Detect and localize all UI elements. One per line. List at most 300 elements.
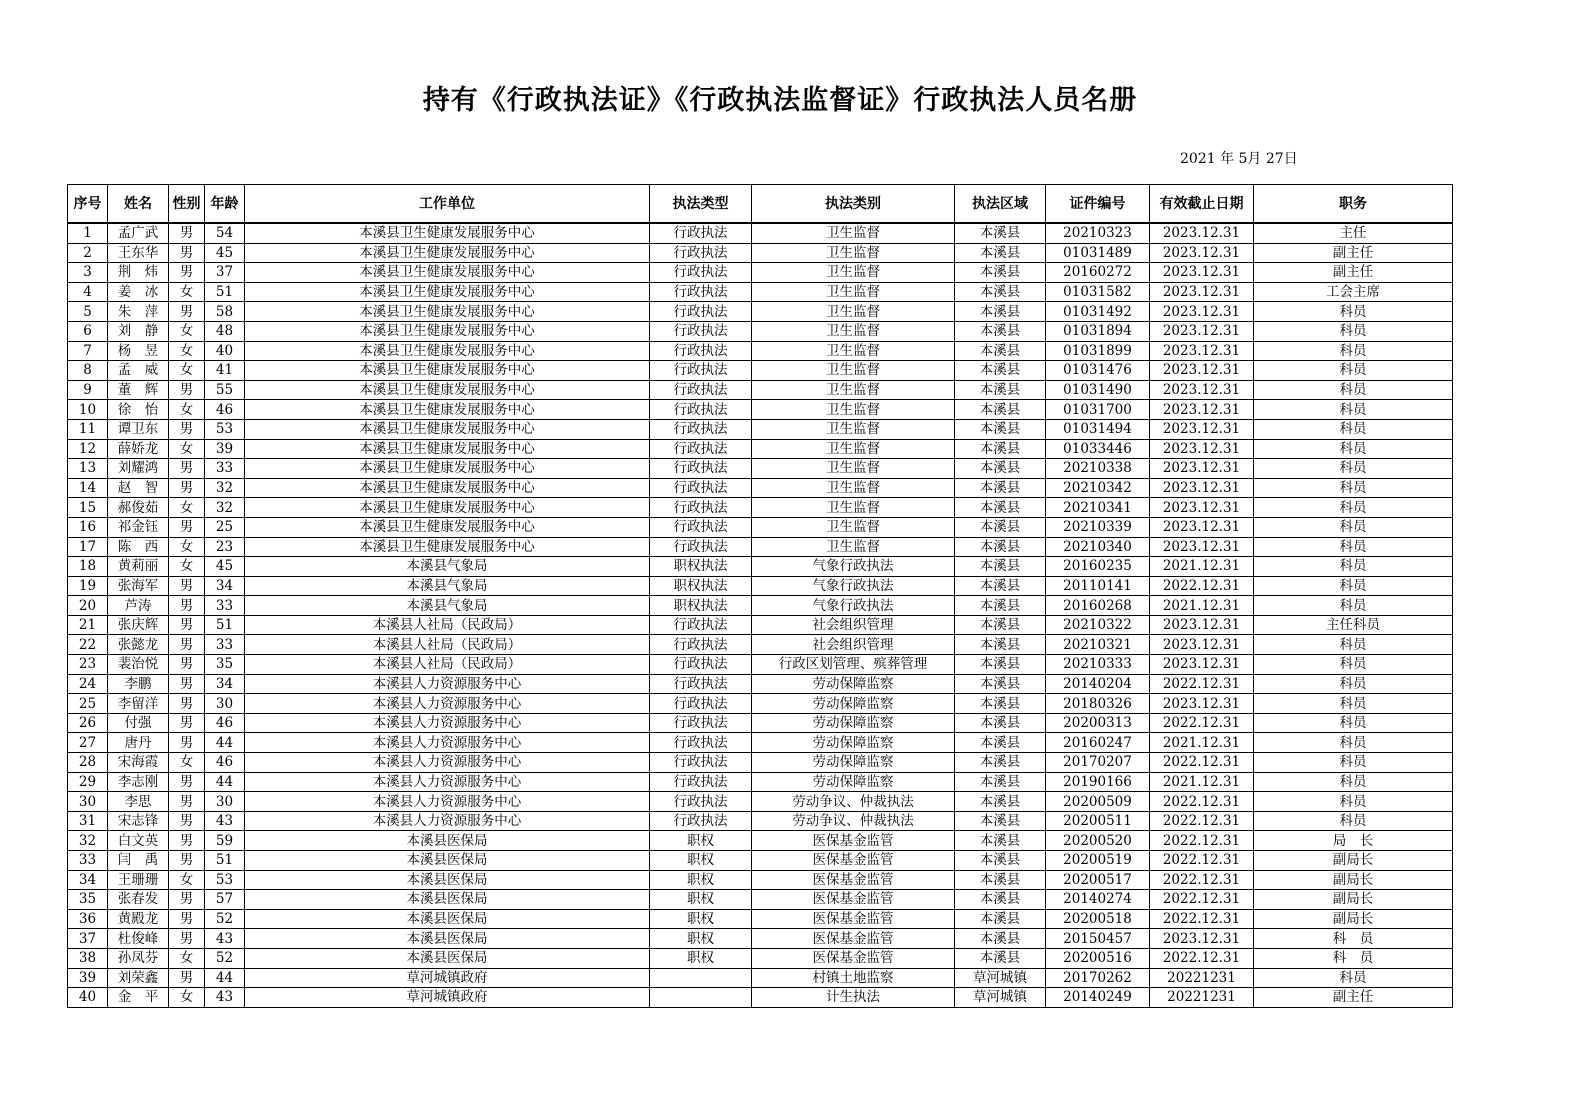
cell-position: 副主任 bbox=[1254, 263, 1453, 283]
cell-name: 白文英 bbox=[108, 831, 169, 851]
cell-work-unit: 本溪县卫生健康发展服务中心 bbox=[245, 263, 650, 283]
cell-certificate-number: 20200518 bbox=[1046, 909, 1150, 929]
cell-age: 53 bbox=[205, 870, 245, 890]
cell-name: 李鹏 bbox=[108, 674, 169, 694]
cell-age: 34 bbox=[205, 674, 245, 694]
cell-expiry-date: 2023.12.31 bbox=[1150, 929, 1254, 949]
table-row bbox=[68, 890, 1453, 910]
table-row bbox=[68, 557, 1453, 577]
cell-work-unit: 本溪县卫生健康发展服务中心 bbox=[245, 341, 650, 361]
cell-enforcement-type: 行政执法 bbox=[650, 243, 752, 263]
cell-expiry-date: 2023.12.31 bbox=[1150, 361, 1254, 381]
cell-enforcement-area: 本溪县 bbox=[955, 380, 1046, 400]
cell-expiry-date: 2022.12.31 bbox=[1150, 792, 1254, 812]
cell-work-unit: 本溪县医保局 bbox=[245, 948, 650, 968]
cell-enforcement-category: 气象行政执法 bbox=[752, 576, 955, 596]
cell-gender: 女 bbox=[169, 870, 205, 890]
cell-expiry-date: 2023.12.31 bbox=[1150, 223, 1254, 243]
cell-enforcement-area: 本溪县 bbox=[955, 361, 1046, 381]
cell-certificate-number: 20140249 bbox=[1046, 988, 1150, 1008]
cell-name: 李志刚 bbox=[108, 772, 169, 792]
cell-age: 54 bbox=[205, 223, 245, 243]
cell-work-unit: 本溪县人力资源服务中心 bbox=[245, 713, 650, 733]
cell-work-unit: 本溪县卫生健康发展服务中心 bbox=[245, 380, 650, 400]
table-row bbox=[68, 988, 1453, 1008]
table-row bbox=[68, 713, 1453, 733]
cell-position: 科员 bbox=[1254, 498, 1453, 518]
cell-certificate-number: 20210322 bbox=[1046, 615, 1150, 635]
cell-work-unit: 本溪县气象局 bbox=[245, 596, 650, 616]
cell-enforcement-type: 行政执法 bbox=[650, 537, 752, 557]
cell-enforcement-area: 本溪县 bbox=[955, 400, 1046, 420]
cell-work-unit: 本溪县医保局 bbox=[245, 870, 650, 890]
cell-gender: 男 bbox=[169, 243, 205, 263]
cell-index: 36 bbox=[68, 909, 108, 929]
table-row bbox=[68, 263, 1453, 283]
table-row bbox=[68, 243, 1453, 263]
cell-enforcement-type: 行政执法 bbox=[650, 792, 752, 812]
cell-name: 黄殿龙 bbox=[108, 909, 169, 929]
cell-enforcement-category: 卫生监督 bbox=[752, 419, 955, 439]
cell-name: 王东华 bbox=[108, 243, 169, 263]
cell-enforcement-area: 本溪县 bbox=[955, 517, 1046, 537]
cell-age: 32 bbox=[205, 478, 245, 498]
cell-enforcement-category: 卫生监督 bbox=[752, 439, 955, 459]
cell-work-unit: 本溪县人力资源服务中心 bbox=[245, 694, 650, 714]
cell-position: 科员 bbox=[1254, 419, 1453, 439]
cell-expiry-date: 2023.12.31 bbox=[1150, 459, 1254, 479]
cell-work-unit: 本溪县医保局 bbox=[245, 929, 650, 949]
cell-enforcement-type: 行政执法 bbox=[650, 223, 752, 243]
column-header-gender: 性别 bbox=[169, 185, 205, 224]
cell-enforcement-type: 行政执法 bbox=[650, 498, 752, 518]
cell-age: 44 bbox=[205, 772, 245, 792]
cell-work-unit: 本溪县卫生健康发展服务中心 bbox=[245, 302, 650, 322]
cell-name: 芦涛 bbox=[108, 596, 169, 616]
table-row bbox=[68, 929, 1453, 949]
cell-gender: 女 bbox=[169, 439, 205, 459]
cell-age: 51 bbox=[205, 615, 245, 635]
cell-index: 2 bbox=[68, 243, 108, 263]
cell-expiry-date: 2023.12.31 bbox=[1150, 341, 1254, 361]
cell-expiry-date: 2023.12.31 bbox=[1150, 537, 1254, 557]
cell-certificate-number: 20160268 bbox=[1046, 596, 1150, 616]
cell-enforcement-category: 社会组织管理 bbox=[752, 615, 955, 635]
cell-position: 科员 bbox=[1254, 341, 1453, 361]
cell-name: 荆 炜 bbox=[108, 263, 169, 283]
cell-work-unit: 本溪县医保局 bbox=[245, 909, 650, 929]
cell-position: 科员 bbox=[1254, 694, 1453, 714]
cell-age: 52 bbox=[205, 909, 245, 929]
table-row bbox=[68, 674, 1453, 694]
cell-position: 副局长 bbox=[1254, 851, 1453, 871]
cell-work-unit: 本溪县人力资源服务中心 bbox=[245, 811, 650, 831]
cell-enforcement-area: 本溪县 bbox=[955, 733, 1046, 753]
cell-index: 8 bbox=[68, 361, 108, 381]
cell-enforcement-area: 本溪县 bbox=[955, 282, 1046, 302]
cell-expiry-date: 2023.12.31 bbox=[1150, 498, 1254, 518]
cell-certificate-number: 01031700 bbox=[1046, 400, 1150, 420]
cell-enforcement-type: 行政执法 bbox=[650, 282, 752, 302]
table-row bbox=[68, 792, 1453, 812]
table-body bbox=[68, 223, 1453, 1007]
cell-gender: 女 bbox=[169, 361, 205, 381]
cell-certificate-number: 20200511 bbox=[1046, 811, 1150, 831]
cell-enforcement-area: 本溪县 bbox=[955, 851, 1046, 871]
cell-index: 33 bbox=[68, 851, 108, 871]
cell-gender: 女 bbox=[169, 753, 205, 773]
cell-expiry-date: 2021.12.31 bbox=[1150, 596, 1254, 616]
cell-enforcement-type: 行政执法 bbox=[650, 439, 752, 459]
cell-enforcement-area: 草河城镇 bbox=[955, 968, 1046, 988]
cell-enforcement-type: 行政执法 bbox=[650, 694, 752, 714]
cell-index: 9 bbox=[68, 380, 108, 400]
cell-certificate-number: 20150457 bbox=[1046, 929, 1150, 949]
cell-enforcement-type: 行政执法 bbox=[650, 772, 752, 792]
cell-gender: 女 bbox=[169, 988, 205, 1008]
cell-name: 孟广武 bbox=[108, 223, 169, 243]
cell-index: 35 bbox=[68, 890, 108, 910]
cell-age: 41 bbox=[205, 361, 245, 381]
table-row bbox=[68, 753, 1453, 773]
cell-gender: 女 bbox=[169, 537, 205, 557]
cell-expiry-date: 2022.12.31 bbox=[1150, 948, 1254, 968]
cell-expiry-date: 2023.12.31 bbox=[1150, 517, 1254, 537]
document-title: 持有《行政执法证》《行政执法监督证》行政执法人员名册 bbox=[422, 85, 1138, 116]
cell-index: 7 bbox=[68, 341, 108, 361]
cell-enforcement-area: 本溪县 bbox=[955, 615, 1046, 635]
cell-expiry-date: 2022.12.31 bbox=[1150, 811, 1254, 831]
cell-index: 27 bbox=[68, 733, 108, 753]
cell-enforcement-category: 医保基金监管 bbox=[752, 890, 955, 910]
table-row bbox=[68, 909, 1453, 929]
cell-enforcement-type: 行政执法 bbox=[650, 517, 752, 537]
cell-name: 张懿龙 bbox=[108, 635, 169, 655]
cell-index: 4 bbox=[68, 282, 108, 302]
cell-enforcement-category: 劳动保障监察 bbox=[752, 733, 955, 753]
cell-work-unit: 本溪县卫生健康发展服务中心 bbox=[245, 459, 650, 479]
cell-position: 副局长 bbox=[1254, 870, 1453, 890]
cell-gender: 男 bbox=[169, 419, 205, 439]
cell-expiry-date: 2022.12.31 bbox=[1150, 753, 1254, 773]
cell-enforcement-area: 本溪县 bbox=[955, 223, 1046, 243]
cell-work-unit: 本溪县气象局 bbox=[245, 576, 650, 596]
cell-gender: 男 bbox=[169, 635, 205, 655]
cell-enforcement-type: 行政执法 bbox=[650, 302, 752, 322]
cell-enforcement-category: 医保基金监管 bbox=[752, 948, 955, 968]
cell-index: 38 bbox=[68, 948, 108, 968]
cell-enforcement-type: 职权 bbox=[650, 890, 752, 910]
cell-age: 45 bbox=[205, 243, 245, 263]
cell-enforcement-category: 卫生监督 bbox=[752, 321, 955, 341]
cell-expiry-date: 2022.12.31 bbox=[1150, 713, 1254, 733]
cell-age: 33 bbox=[205, 596, 245, 616]
cell-enforcement-category: 医保基金监管 bbox=[752, 851, 955, 871]
table-row bbox=[68, 380, 1453, 400]
cell-certificate-number: 20200516 bbox=[1046, 948, 1150, 968]
cell-enforcement-area: 本溪县 bbox=[955, 557, 1046, 577]
cell-work-unit: 本溪县卫生健康发展服务中心 bbox=[245, 537, 650, 557]
cell-enforcement-category: 劳动争议、仲裁执法 bbox=[752, 792, 955, 812]
cell-position: 科员 bbox=[1254, 753, 1453, 773]
cell-index: 39 bbox=[68, 968, 108, 988]
cell-enforcement-category: 医保基金监管 bbox=[752, 909, 955, 929]
cell-work-unit: 本溪县卫生健康发展服务中心 bbox=[245, 439, 650, 459]
cell-expiry-date: 2023.12.31 bbox=[1150, 478, 1254, 498]
cell-name: 姜 冰 bbox=[108, 282, 169, 302]
cell-age: 33 bbox=[205, 635, 245, 655]
cell-index: 22 bbox=[68, 635, 108, 655]
cell-age: 32 bbox=[205, 498, 245, 518]
cell-position: 局 长 bbox=[1254, 831, 1453, 851]
cell-position: 副局长 bbox=[1254, 890, 1453, 910]
cell-age: 51 bbox=[205, 282, 245, 302]
cell-enforcement-area: 本溪县 bbox=[955, 870, 1046, 890]
cell-position: 科员 bbox=[1254, 576, 1453, 596]
cell-position: 科员 bbox=[1254, 302, 1453, 322]
cell-enforcement-category: 医保基金监管 bbox=[752, 831, 955, 851]
cell-enforcement-category: 行政区划管理、殡葬管理 bbox=[752, 655, 955, 675]
cell-enforcement-area: 本溪县 bbox=[955, 713, 1046, 733]
cell-certificate-number: 20210338 bbox=[1046, 459, 1150, 479]
column-header-certificate-number: 证件编号 bbox=[1046, 185, 1150, 224]
cell-age: 39 bbox=[205, 439, 245, 459]
document-date: 2021 年 5月 27日 bbox=[1180, 151, 1298, 167]
cell-certificate-number: 20200313 bbox=[1046, 713, 1150, 733]
cell-certificate-number: 20210321 bbox=[1046, 635, 1150, 655]
cell-index: 10 bbox=[68, 400, 108, 420]
cell-position: 科员 bbox=[1254, 733, 1453, 753]
cell-name: 杜俊峰 bbox=[108, 929, 169, 949]
cell-work-unit: 本溪县人社局（民政局） bbox=[245, 615, 650, 635]
cell-enforcement-category: 计生执法 bbox=[752, 988, 955, 1008]
cell-enforcement-type: 行政执法 bbox=[650, 419, 752, 439]
cell-enforcement-type: 行政执法 bbox=[650, 615, 752, 635]
cell-expiry-date: 20221231 bbox=[1150, 968, 1254, 988]
cell-position: 科员 bbox=[1254, 517, 1453, 537]
table-row bbox=[68, 361, 1453, 381]
cell-certificate-number: 20160235 bbox=[1046, 557, 1150, 577]
cell-enforcement-category: 村镇土地监察 bbox=[752, 968, 955, 988]
cell-work-unit: 本溪县卫生健康发展服务中心 bbox=[245, 243, 650, 263]
cell-index: 21 bbox=[68, 615, 108, 635]
table-row bbox=[68, 302, 1453, 322]
cell-enforcement-area: 本溪县 bbox=[955, 341, 1046, 361]
cell-gender: 男 bbox=[169, 929, 205, 949]
table-row bbox=[68, 282, 1453, 302]
cell-certificate-number: 01031476 bbox=[1046, 361, 1150, 381]
cell-gender: 女 bbox=[169, 400, 205, 420]
cell-gender: 男 bbox=[169, 811, 205, 831]
cell-position: 科员 bbox=[1254, 361, 1453, 381]
column-header-enforcement-type: 执法类型 bbox=[650, 185, 752, 224]
cell-enforcement-category: 气象行政执法 bbox=[752, 557, 955, 577]
table-row bbox=[68, 968, 1453, 988]
cell-enforcement-area: 本溪县 bbox=[955, 694, 1046, 714]
cell-certificate-number: 20160247 bbox=[1046, 733, 1150, 753]
table-row bbox=[68, 400, 1453, 420]
cell-name: 祁金钰 bbox=[108, 517, 169, 537]
table-row bbox=[68, 537, 1453, 557]
cell-gender: 女 bbox=[169, 321, 205, 341]
cell-gender: 男 bbox=[169, 694, 205, 714]
cell-certificate-number: 01033446 bbox=[1046, 439, 1150, 459]
cell-gender: 女 bbox=[169, 948, 205, 968]
cell-enforcement-area: 本溪县 bbox=[955, 753, 1046, 773]
cell-certificate-number: 01031492 bbox=[1046, 302, 1150, 322]
cell-enforcement-type: 职权执法 bbox=[650, 557, 752, 577]
cell-age: 40 bbox=[205, 341, 245, 361]
cell-enforcement-area: 本溪县 bbox=[955, 635, 1046, 655]
cell-age: 30 bbox=[205, 694, 245, 714]
cell-position: 副主任 bbox=[1254, 988, 1453, 1008]
cell-enforcement-area: 草河城镇 bbox=[955, 988, 1046, 1008]
cell-enforcement-type: 行政执法 bbox=[650, 380, 752, 400]
cell-gender: 女 bbox=[169, 498, 205, 518]
cell-enforcement-category: 卫生监督 bbox=[752, 361, 955, 381]
cell-age: 55 bbox=[205, 380, 245, 400]
cell-enforcement-type: 职权执法 bbox=[650, 596, 752, 616]
cell-expiry-date: 2023.12.31 bbox=[1150, 615, 1254, 635]
cell-position: 科 员 bbox=[1254, 929, 1453, 949]
cell-position: 科员 bbox=[1254, 655, 1453, 675]
cell-gender: 男 bbox=[169, 615, 205, 635]
cell-index: 18 bbox=[68, 557, 108, 577]
cell-name: 裴治悦 bbox=[108, 655, 169, 675]
cell-enforcement-category: 卫生监督 bbox=[752, 380, 955, 400]
cell-enforcement-category: 卫生监督 bbox=[752, 243, 955, 263]
cell-certificate-number: 20200517 bbox=[1046, 870, 1150, 890]
cell-certificate-number: 20200520 bbox=[1046, 831, 1150, 851]
cell-work-unit: 本溪县卫生健康发展服务中心 bbox=[245, 321, 650, 341]
cell-name: 孟 威 bbox=[108, 361, 169, 381]
cell-enforcement-area: 本溪县 bbox=[955, 302, 1046, 322]
cell-index: 20 bbox=[68, 596, 108, 616]
cell-enforcement-area: 本溪县 bbox=[955, 792, 1046, 812]
cell-expiry-date: 2022.12.31 bbox=[1150, 870, 1254, 890]
cell-name: 李留洋 bbox=[108, 694, 169, 714]
cell-position: 科员 bbox=[1254, 772, 1453, 792]
cell-enforcement-category: 劳动保障监察 bbox=[752, 772, 955, 792]
cell-age: 35 bbox=[205, 655, 245, 675]
cell-age: 43 bbox=[205, 811, 245, 831]
cell-certificate-number: 20210341 bbox=[1046, 498, 1150, 518]
cell-index: 31 bbox=[68, 811, 108, 831]
cell-enforcement-type: 职权 bbox=[650, 831, 752, 851]
cell-enforcement-type: 职权 bbox=[650, 870, 752, 890]
cell-work-unit: 本溪县人力资源服务中心 bbox=[245, 772, 650, 792]
cell-work-unit: 本溪县人社局（民政局） bbox=[245, 655, 650, 675]
cell-gender: 男 bbox=[169, 831, 205, 851]
cell-certificate-number: 20210333 bbox=[1046, 655, 1150, 675]
cell-certificate-number: 20190166 bbox=[1046, 772, 1150, 792]
cell-enforcement-area: 本溪县 bbox=[955, 948, 1046, 968]
cell-index: 1 bbox=[68, 223, 108, 243]
cell-work-unit: 草河城镇政府 bbox=[245, 988, 650, 1008]
table-row bbox=[68, 341, 1453, 361]
table-row bbox=[68, 655, 1453, 675]
cell-age: 51 bbox=[205, 851, 245, 871]
cell-gender: 男 bbox=[169, 263, 205, 283]
cell-enforcement-category: 卫生监督 bbox=[752, 282, 955, 302]
cell-name: 张春发 bbox=[108, 890, 169, 910]
cell-gender: 男 bbox=[169, 713, 205, 733]
cell-position: 主任科员 bbox=[1254, 615, 1453, 635]
cell-enforcement-area: 本溪县 bbox=[955, 811, 1046, 831]
cell-position: 副主任 bbox=[1254, 243, 1453, 263]
cell-index: 3 bbox=[68, 263, 108, 283]
cell-enforcement-type: 行政执法 bbox=[650, 361, 752, 381]
cell-name: 闫 禹 bbox=[108, 851, 169, 871]
cell-enforcement-category: 劳动争议、仲裁执法 bbox=[752, 811, 955, 831]
table-row bbox=[68, 811, 1453, 831]
cell-enforcement-category: 卫生监督 bbox=[752, 341, 955, 361]
cell-enforcement-area: 本溪县 bbox=[955, 419, 1046, 439]
cell-age: 23 bbox=[205, 537, 245, 557]
cell-certificate-number: 20210323 bbox=[1046, 223, 1150, 243]
cell-gender: 男 bbox=[169, 576, 205, 596]
cell-gender: 男 bbox=[169, 478, 205, 498]
cell-position: 科员 bbox=[1254, 968, 1453, 988]
cell-name: 宋海霞 bbox=[108, 753, 169, 773]
cell-gender: 男 bbox=[169, 968, 205, 988]
cell-enforcement-type: 行政执法 bbox=[650, 713, 752, 733]
cell-position: 科员 bbox=[1254, 792, 1453, 812]
cell-expiry-date: 2021.12.31 bbox=[1150, 733, 1254, 753]
table-row bbox=[68, 615, 1453, 635]
cell-enforcement-area: 本溪县 bbox=[955, 576, 1046, 596]
cell-gender: 男 bbox=[169, 792, 205, 812]
cell-certificate-number: 20110141 bbox=[1046, 576, 1150, 596]
cell-enforcement-type: 职权 bbox=[650, 929, 752, 949]
cell-certificate-number: 01031894 bbox=[1046, 321, 1150, 341]
table-row bbox=[68, 478, 1453, 498]
cell-enforcement-type: 行政执法 bbox=[650, 733, 752, 753]
cell-enforcement-type: 行政执法 bbox=[650, 263, 752, 283]
cell-age: 46 bbox=[205, 753, 245, 773]
cell-work-unit: 本溪县卫生健康发展服务中心 bbox=[245, 517, 650, 537]
cell-work-unit: 本溪县人力资源服务中心 bbox=[245, 792, 650, 812]
cell-index: 37 bbox=[68, 929, 108, 949]
cell-gender: 男 bbox=[169, 380, 205, 400]
cell-expiry-date: 2023.12.31 bbox=[1150, 419, 1254, 439]
cell-enforcement-category: 卫生监督 bbox=[752, 517, 955, 537]
cell-work-unit: 本溪县气象局 bbox=[245, 557, 650, 577]
cell-age: 44 bbox=[205, 968, 245, 988]
cell-enforcement-category: 气象行政执法 bbox=[752, 596, 955, 616]
cell-position: 科 员 bbox=[1254, 948, 1453, 968]
cell-position: 科员 bbox=[1254, 400, 1453, 420]
cell-enforcement-type bbox=[650, 988, 752, 1008]
cell-gender: 男 bbox=[169, 596, 205, 616]
cell-expiry-date: 2023.12.31 bbox=[1150, 321, 1254, 341]
table-row bbox=[68, 223, 1453, 243]
cell-index: 26 bbox=[68, 713, 108, 733]
cell-work-unit: 本溪县人力资源服务中心 bbox=[245, 733, 650, 753]
cell-work-unit: 本溪县人力资源服务中心 bbox=[245, 753, 650, 773]
cell-enforcement-area: 本溪县 bbox=[955, 655, 1046, 675]
cell-expiry-date: 2023.12.31 bbox=[1150, 263, 1254, 283]
column-header-position: 职务 bbox=[1254, 185, 1453, 224]
cell-enforcement-category: 医保基金监管 bbox=[752, 870, 955, 890]
cell-index: 28 bbox=[68, 753, 108, 773]
cell-enforcement-type: 行政执法 bbox=[650, 655, 752, 675]
table-row bbox=[68, 596, 1453, 616]
cell-index: 34 bbox=[68, 870, 108, 890]
cell-gender: 女 bbox=[169, 341, 205, 361]
cell-name: 刘 静 bbox=[108, 321, 169, 341]
cell-enforcement-area: 本溪县 bbox=[955, 459, 1046, 479]
